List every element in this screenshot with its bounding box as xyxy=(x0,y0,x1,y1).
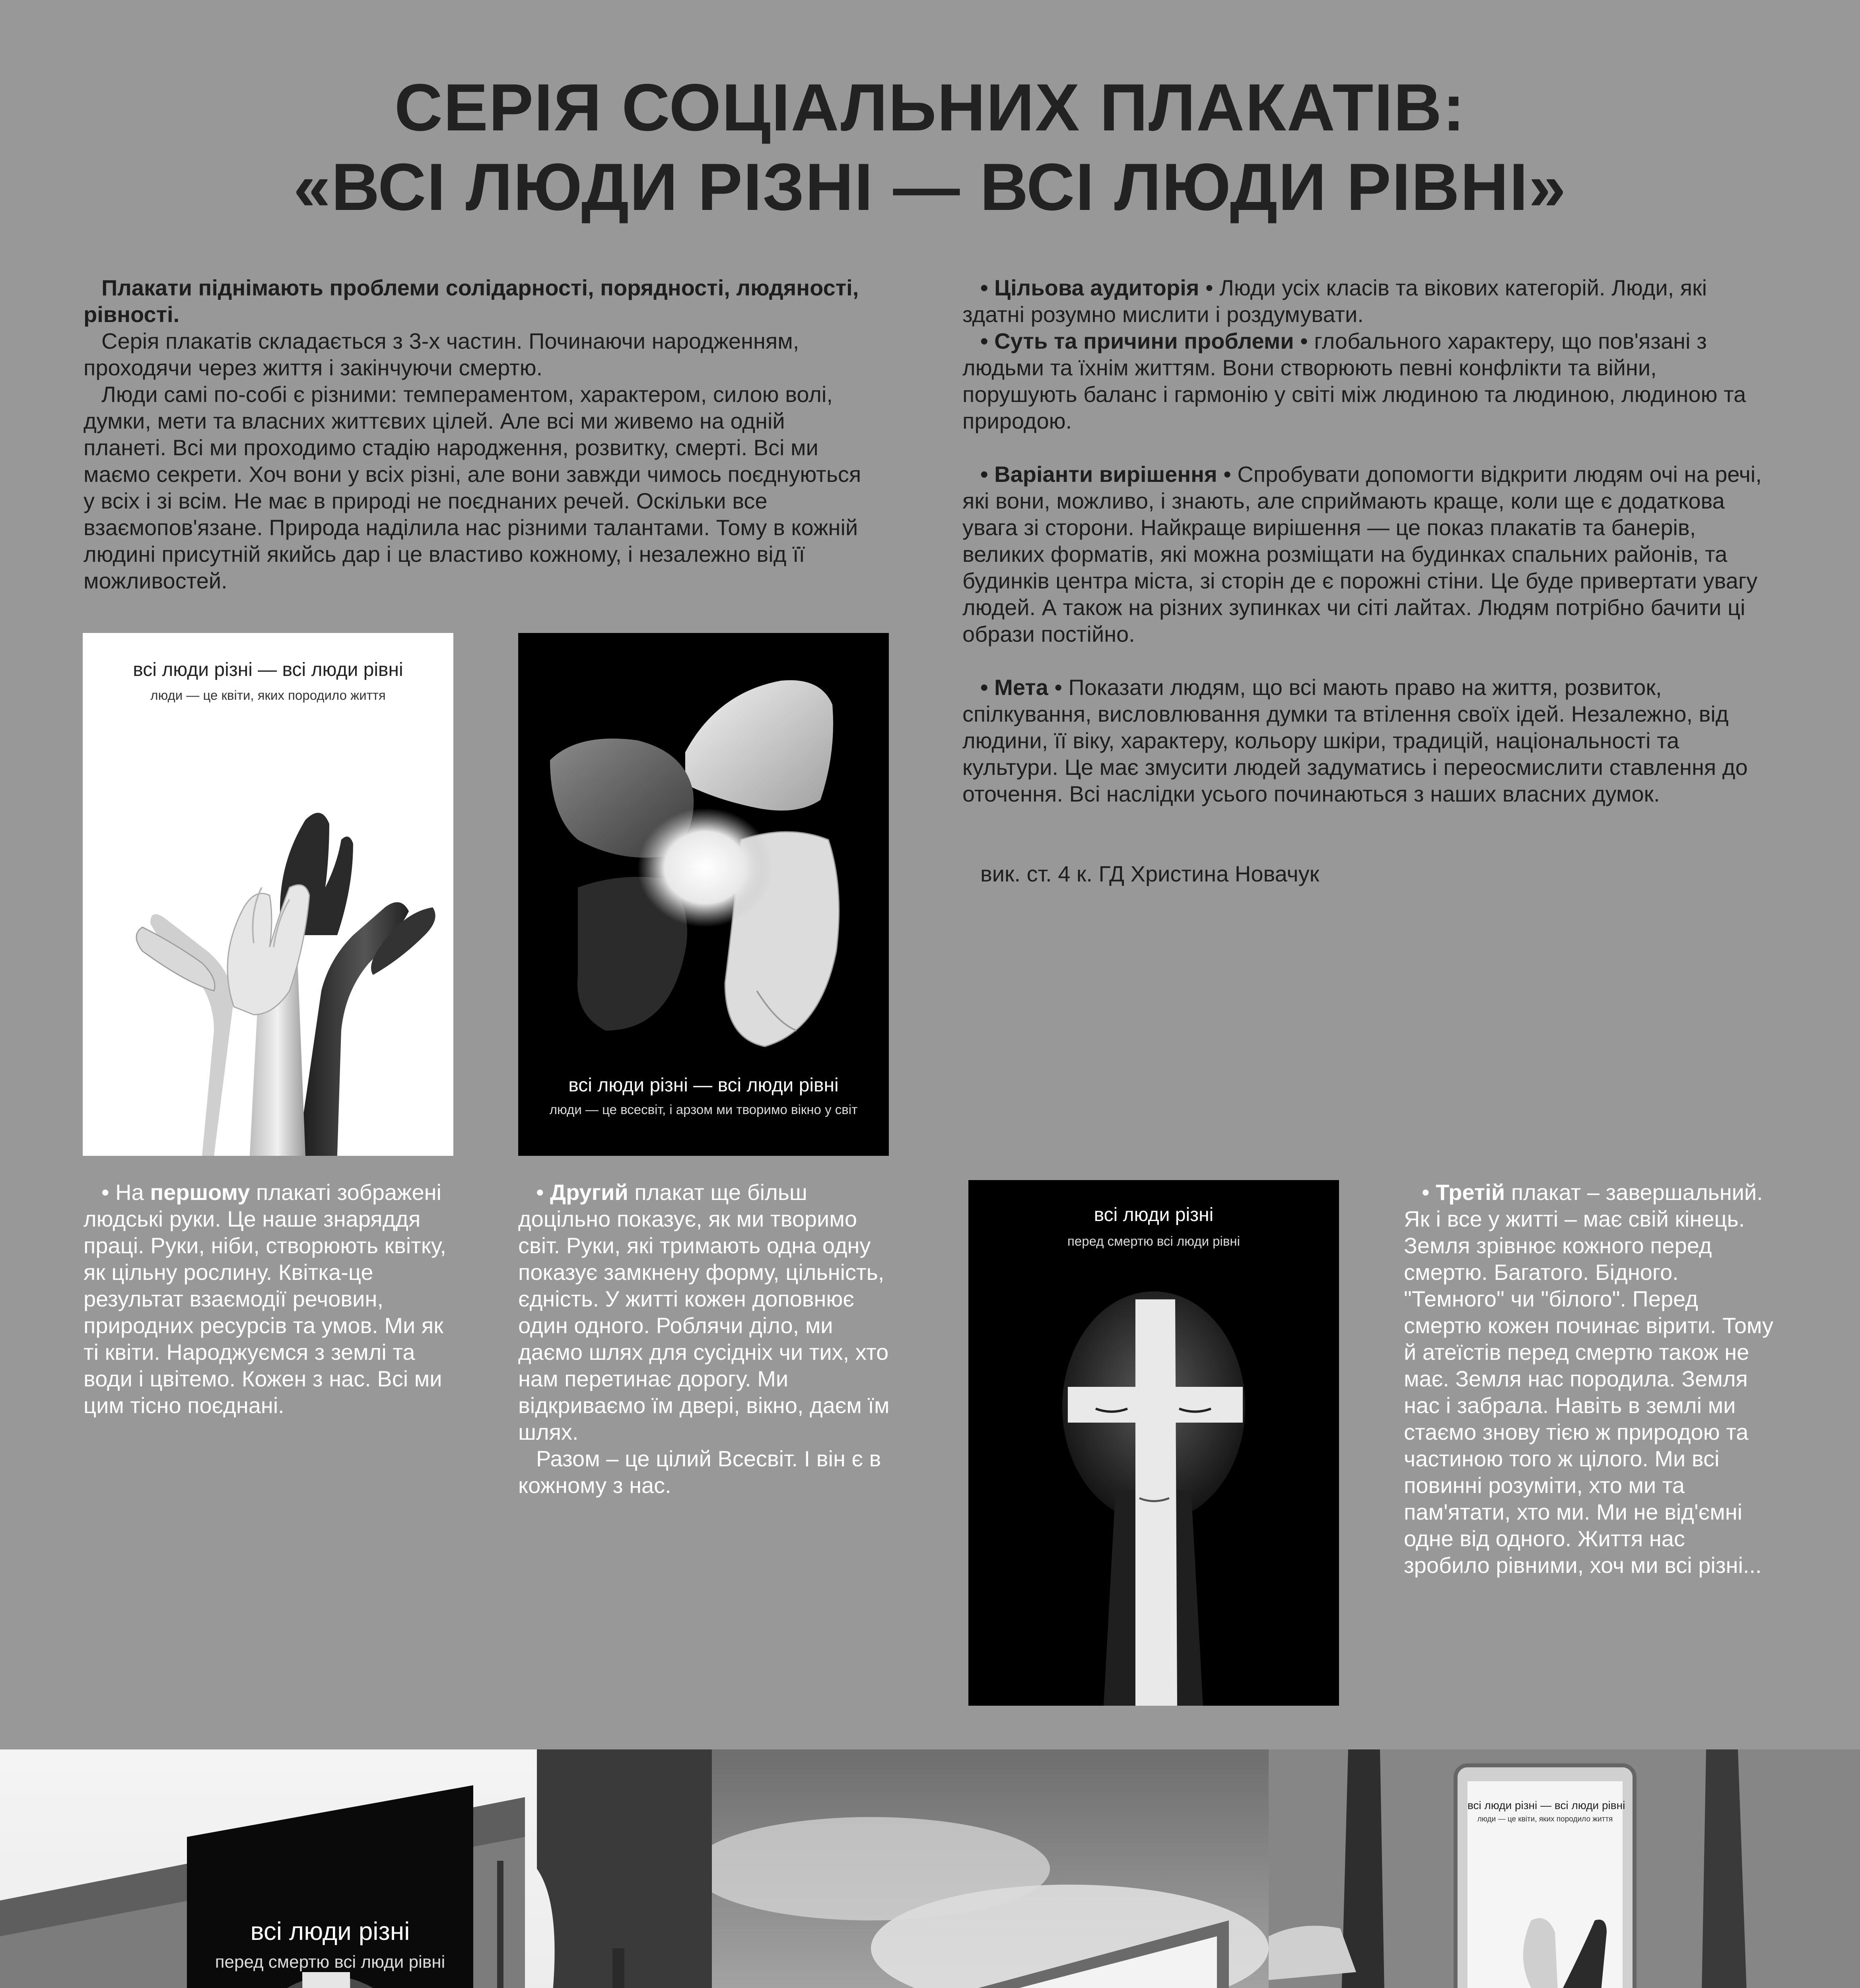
title-line-1: СЕРІЯ СОЦІАЛЬНИХ ПЛАКАТІВ: xyxy=(394,70,1466,145)
right-text xyxy=(962,274,1770,887)
poster-2-headline: всі люди різні — всі люди рівні xyxy=(568,1075,839,1096)
citylight-1-subline: люди — це квіти, яких породило життя xyxy=(1477,1815,1613,1823)
description-poster-2: • Другий плакат ще більш доцільно показує, як ми творимо світ. Руки, які тримають одна одну показує замкнену форму, цільність, єдність. У житті кожен доповнює один одного. Роблячи діло, ми даємо шлях для сусідніх чи тих, хто нам перетинає дорогу. Ми відкриваємо їм двері, вікно, даєм їм шлях. Разом – це цілий Всесвіт. І він є в кожному з нас. xyxy=(518,1180,890,1498)
mockup-citylight-hands xyxy=(1269,1749,1860,1988)
goal-section: • Мета • Показати людям, що всі мають право на життя, розвиток, спілкування, висловлювання думки та втілення своїх ідей. Незалежно, від людини, її віку, характеру, кольору шкіри, традицій, національності та культури. Це має змусити людей задуматись і переосмислити ставлення до оточення. Всі наслідки усього починаються з наших власних думок. xyxy=(962,675,1748,806)
page-title xyxy=(0,68,1860,227)
intro-paragraph-1: Серія плакатів складається з 3-х частин. Починаючи народженням, проходячи через життя і закінчуючи смертю. xyxy=(84,328,799,380)
solution-section: • Варіанти вирішення • Спробувати допомогти відкрити людям очі на речі, які вони, можливо, і знають, але сприймають краще, коли ще є додаткова увага зі сторони. Найкраще вирішення — це показ плакатів та банерів, великих форматів, які можна розміщати на будинках спальних районів, та будинків центра міста, зі сторін де є порожні стіни. Це буде привертати увагу людей. А також на різних зупинках чи сіті лайтах. Людям потрібно бачити ці образи постійно. xyxy=(962,462,1762,646)
description-poster-3: • Третій плакат – завершальний. Як і все у житті – має свій кінець. Земля зрівнює кожного перед смертю. Багатого. Бідного. "Темного" чи "білого". Перед смертю кожен починає вірити. Тому й атеїстів перед смертю також не має. Земля нас породила. Земля нас і забрала. Навіть в землі ми стаємо знову тією ж природою та частиною того ж цілого. Ми всі повинні розуміти, хто ми та пам'ятати, хто ми. Ми не від'ємні одне від одного. Життя нас зробило рівними, хоч ми всі різні... xyxy=(1404,1180,1774,1578)
building-1-headline: всі люди різні xyxy=(250,1917,410,1945)
poster-3-headline: всі люди різні xyxy=(1094,1204,1214,1225)
intro-paragraph-2: Люди самі по-собі є різними: темпераментом, характером, силою волі, думки, мети та власних життєвих цілей. Але всі ми живемо на одній планеті. Всі ми проходимо стадію народження, розвитку, смерті. Всі ми маємо секрети. Хоч вони у всіх різні, але вони завжди чимось поєднуються у всіх і зі всім. Не має в природі не поєднаних речей. Оскільки все взаємопов'язане. Природа наділила нас різними талантами. Тому в кожній людині присутній якийсь дар і це властиво кожному, і незалежно від її можливостей. xyxy=(84,382,861,593)
mockup-building-face xyxy=(0,1749,712,1988)
audience-section: • Цільова аудиторія • Люди усіх класів та вікових категорій. Люди, які здатні розумно мислити і роздумувати. xyxy=(962,275,1707,327)
poster-2-subline: люди — це всесвіт, і арзом ми творимо вікно у світ xyxy=(549,1102,858,1117)
building-2-scene xyxy=(712,1749,1269,1988)
poster-1-hands-illustration xyxy=(83,633,453,1156)
author-credit: вик. ст. 4 к. ГД Христина Новачук xyxy=(980,861,1320,886)
intro-lead: Плакати піднімають проблеми солідарності, порядності, людяності, рівності. xyxy=(84,275,859,327)
building-1-subline: перед смертю всі люди рівні xyxy=(215,1952,445,1972)
poster-2-clasped-hands xyxy=(518,633,889,1156)
title-line-2: «ВСІ ЛЮДИ РІЗНІ — ВСІ ЛЮДИ РІВНІ» xyxy=(293,149,1567,224)
mockup-building-hands xyxy=(712,1749,1269,1988)
intro-text xyxy=(84,274,871,594)
poster-3-face-illustration xyxy=(968,1180,1339,1706)
poster-1-subline: люди — це квіти, яких породило життя xyxy=(150,688,386,703)
poster-3-face-cross xyxy=(968,1180,1339,1706)
poster-1-headline: всі люди різні — всі люди рівні xyxy=(133,659,403,680)
citylight-1-scene xyxy=(1269,1749,1860,1988)
problem-section: • Суть та причини проблеми • глобального характеру, що пов'язані з людьми та їхнім життям. Вони створюють певні конфлікти та війни, порушують баланс і гармонію у світі між людиною та людиною, людиною та природою. xyxy=(962,328,1746,433)
citylight-1-headline: всі люди різні — всі люди рівні xyxy=(1467,1799,1625,1811)
poster-1-hands-flower xyxy=(83,633,453,1156)
description-poster-1: • На першому плакаті зображені людські руки. Це наше знаряддя праці. Руки, ніби, створюють квітку, як цільну рослину. Квітка-це результат взаємодії речовин, природних ресурсів та умов. Ми як ті квіти. Народжуємся з землі та води і цвітемо. Кожен з нас. Всі ми цим тісно поєднані. xyxy=(84,1180,446,1418)
poster-3-subline: перед смертю всі люди рівні xyxy=(1067,1234,1240,1248)
